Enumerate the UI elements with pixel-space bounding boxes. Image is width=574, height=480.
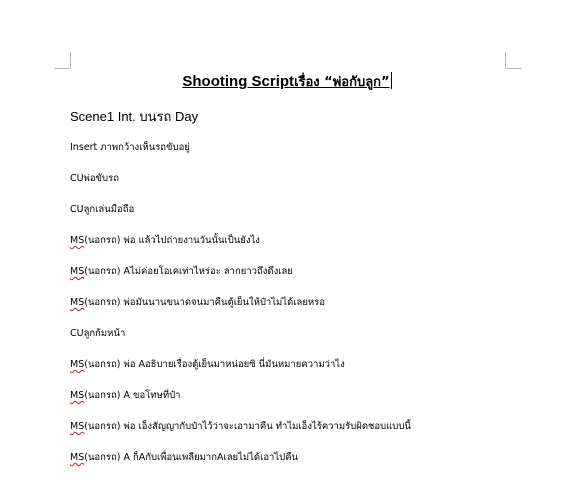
script-line[interactable] <box>70 451 298 465</box>
shot-type: MS <box>70 297 85 308</box>
shot-description: (นอกรถ) Aไม่ค่อยโอเคเท่าไหร่อะ ลากยาวถึงดึงเลย <box>84 266 293 277</box>
shot-description: (นอกรถ) พ่อ Aอธิบายเรื่องตู้เย็นมาหน่อยซิ นี่มันหมายความว่าไง <box>84 359 345 370</box>
shot-description: (นอกรถ) พ่อ เอ็งสัญญากับป๋าไว้ว่าจะเอามาคืน ทำไมเอ็งไร้ความรับผิดชอบแบบนี้ <box>84 421 411 432</box>
shot-description: ลูกเล่นมือถือ <box>83 204 135 215</box>
shot-type: MS <box>70 390 85 401</box>
script-line[interactable] <box>70 265 293 279</box>
shot-description: (นอกรถ) พ่อ แล้วไปถ่ายงานวันนั้นเป็นยังไง <box>84 235 260 246</box>
shot-type: CU <box>70 328 84 339</box>
shot-description: (นอกรถ) A ขอโทษที่ป๋า <box>84 390 181 401</box>
script-line[interactable] <box>70 389 180 403</box>
script-line[interactable] <box>70 172 119 186</box>
header-area[interactable] <box>0 0 574 50</box>
script-line[interactable] <box>70 420 411 434</box>
script-line[interactable] <box>70 327 125 341</box>
script-line[interactable] <box>70 296 325 310</box>
script-line[interactable] <box>70 141 190 155</box>
title-thai: เรื่อง “พ่อกับลูก” <box>294 75 390 90</box>
shot-type: MS <box>70 452 85 463</box>
document-title[interactable] <box>0 71 574 92</box>
margin-corner-top-right <box>505 52 522 69</box>
shot-description: ลูกก้มหน้า <box>83 328 126 339</box>
script-line[interactable] <box>70 234 260 248</box>
shot-type: Insert <box>70 142 98 153</box>
shot-description: (นอกรถ) A ก็Aกับเพื่อนเพลียมากAเลยไม่ได้เอาไปคืน <box>84 452 299 463</box>
shot-description: พ่อขับรถ <box>83 173 119 184</box>
scene-heading[interactable]: Scene1 Int. บนรถ Day <box>70 109 199 124</box>
margin-corner-top-left <box>54 52 71 69</box>
shot-type: CU <box>70 173 84 184</box>
shot-type: MS <box>70 421 85 432</box>
shot-type: CU <box>70 204 84 215</box>
script-line[interactable] <box>70 203 134 217</box>
shot-type: MS <box>70 359 85 370</box>
shot-description: ภาพกว้างเห็นรถขับอยู่ <box>97 142 190 153</box>
shot-type: MS <box>70 266 85 277</box>
shot-description: (นอกรถ) พ่อมันนานขนาดจนมาคืนตู้เย็นให้ป๋าไม่ได้เลยหรอ <box>84 297 325 308</box>
shot-type: MS <box>70 235 85 246</box>
script-line[interactable] <box>70 358 345 372</box>
title-english: Shooting Script <box>182 73 295 90</box>
text-cursor <box>391 72 392 89</box>
